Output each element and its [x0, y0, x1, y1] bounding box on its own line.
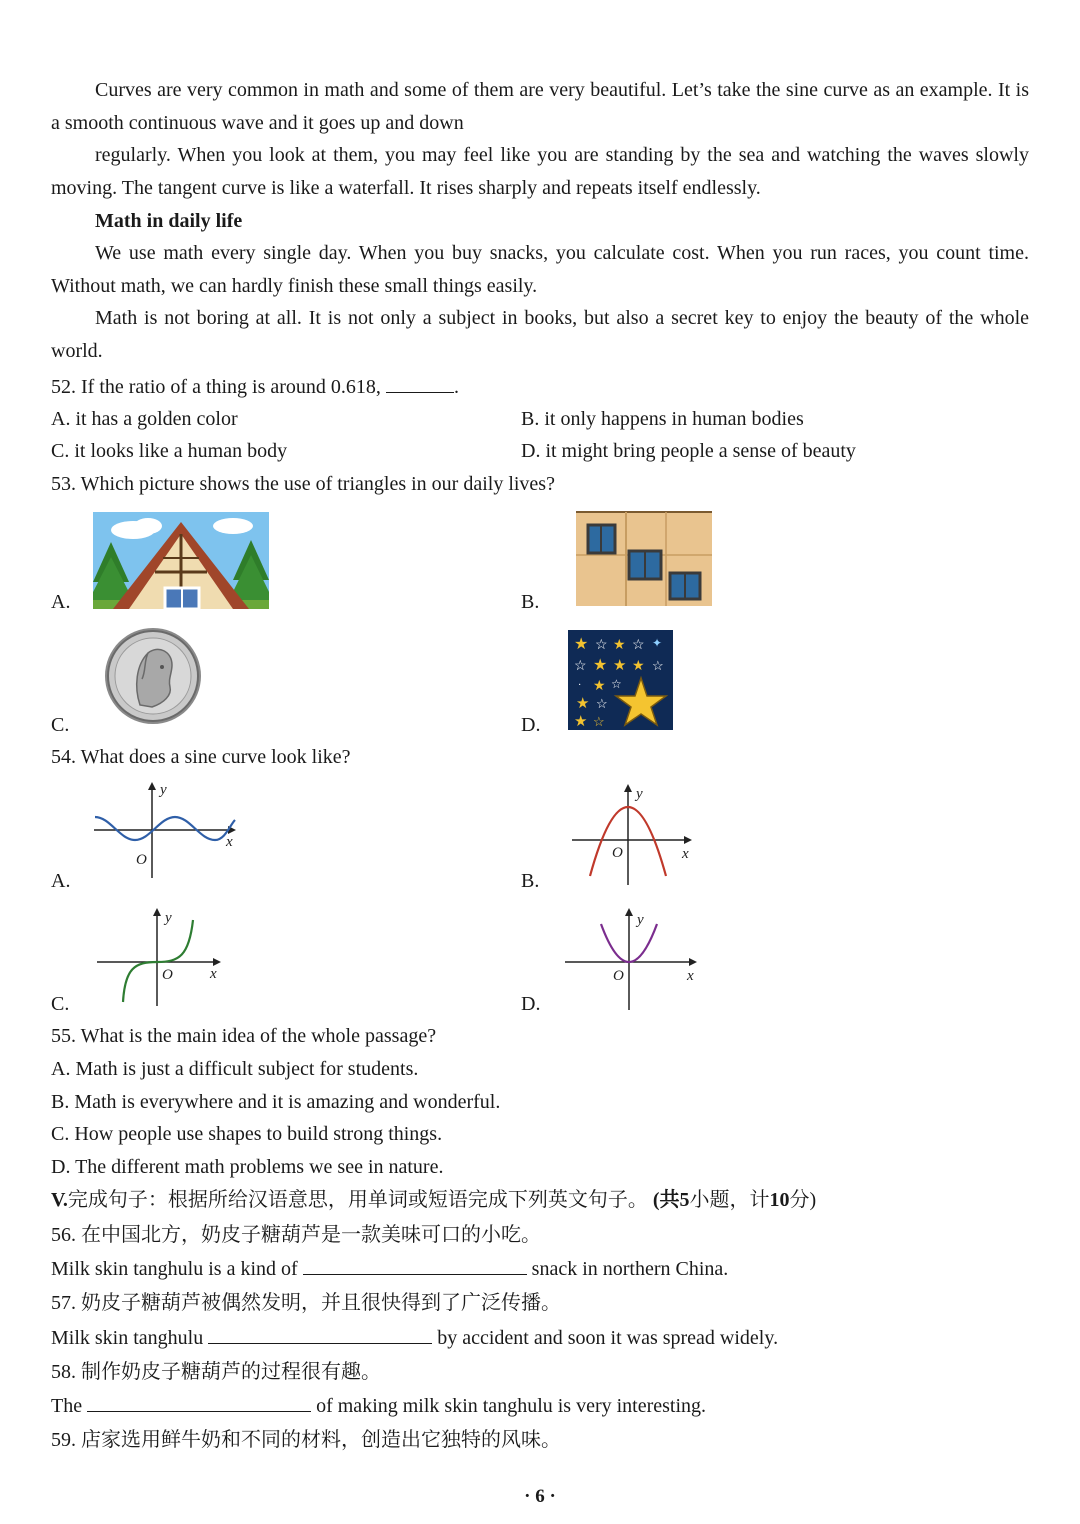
cubic-graph-x-label: x [210, 966, 217, 982]
parabola-down-graph [568, 780, 698, 890]
answer-blank [386, 374, 454, 393]
sine-graph-y-label: y [160, 782, 167, 798]
passage-paragraph-1b: regularly. When you look at them, you may feel like you are standing by the sea and watching the waves slowly moving. The tangent curve is like a waterfall. It rises sharply and repeats itself endlessly. [51, 144, 1029, 199]
question-56-chinese: 56. 在中国北方，奶皮子糖葫芦是一款美味可口的小吃。 [51, 1224, 541, 1246]
question-58-chinese: 58. 制作奶皮子糖葫芦的过程很有趣。 [51, 1361, 381, 1383]
question-56-text-after: snack in northern China. [531, 1258, 729, 1280]
question-58-text-after: of making milk skin tanghulu is very interesting. [316, 1395, 707, 1417]
section-v-question-count: 5 [679, 1189, 690, 1211]
question-55-option-d: D. The different math problems we see in nature. [51, 1156, 444, 1178]
svg-text:☆: ☆ [596, 696, 608, 711]
question-54-label-c: C. [51, 993, 70, 1015]
section-v-note-open: (共 [652, 1189, 680, 1211]
parabola-up-graph-x-label: x [687, 968, 694, 984]
question-57-english [51, 1325, 778, 1351]
question-58-text-before: The [51, 1395, 83, 1417]
parabola-up-graph-origin-label: O [613, 968, 624, 984]
question-58-english [51, 1393, 706, 1419]
svg-text:★: ★ [593, 679, 606, 694]
svg-text:☆: ☆ [652, 658, 664, 673]
sine-curve [95, 817, 235, 840]
question-59-chinese: 59. 店家选用鲜牛奶和不同的材料，创造出它独特的风味。 [51, 1429, 561, 1451]
question-57-text-before: Milk skin tanghulu [51, 1327, 204, 1349]
question-56-english [51, 1256, 728, 1282]
question-52-option-d: D. it might bring people a sense of beauty [521, 440, 856, 462]
answer-blank[interactable] [303, 1256, 527, 1275]
question-53-label-d: D. [521, 714, 541, 736]
question-52-option-a: A. it has a golden color [51, 408, 238, 430]
coin-picture [100, 627, 206, 725]
question-54-label-d: D. [521, 993, 541, 1015]
passage-paragraph-1a: Curves are very common in math and some of them are very beautiful. Let’s take the sine curve as an example. It is a smooth continuous wave and it goes up and down [51, 79, 1029, 134]
question-55-option-c: C. How people use shapes to build strong things. [51, 1123, 443, 1145]
sine-graph [90, 780, 240, 880]
page-number: · 6 · [524, 1486, 556, 1507]
parabola-up-graph-y-label: y [637, 912, 644, 928]
svg-text:★: ★ [574, 714, 588, 730]
section-v-roman: V. [51, 1189, 68, 1211]
cubic-graph-origin-label: O [162, 967, 173, 983]
stars-picture [568, 630, 673, 730]
svg-text:★: ★ [574, 636, 589, 653]
question-52-stem [51, 374, 459, 400]
question-55-option-b: B. Math is everywhere and it is amazing and wonderful. [51, 1091, 501, 1113]
question-53-stem: 53. Which picture shows the use of triangles in our daily lives? [51, 473, 555, 495]
svg-text:★: ★ [576, 696, 590, 712]
section-heading: Math in daily life [95, 210, 243, 232]
section-v-instructions [51, 1187, 816, 1213]
question-52-period: . [453, 376, 459, 398]
answer-blank[interactable] [87, 1393, 311, 1412]
parabola-up-graph [563, 906, 703, 1016]
cubic-curve [123, 920, 193, 1002]
passage-paragraph-3: Math is not boring at all. It is not only a subject in books, but also a secret key to enjoy the beauty of the whole world. [51, 307, 1029, 362]
question-53-label-c: C. [51, 714, 70, 736]
svg-text:★: ★ [613, 638, 626, 653]
question-53-label-b: B. [521, 591, 540, 613]
section-v-note-close: 分) [789, 1189, 817, 1211]
question-52-option-c: C. it looks like a human body [51, 440, 288, 462]
section-v-title: 完成句子：根据所给汉语意思，用单词或短语完成下列英文句子。 [67, 1189, 648, 1211]
parabola-down-graph-origin-label: O [612, 845, 623, 861]
building-windows-picture [576, 509, 712, 606]
sine-graph-x-label: x [226, 834, 233, 850]
question-52-option-b: B. it only happens in human bodies [521, 408, 804, 430]
question-55-stem: 55. What is the main idea of the whole passage? [51, 1025, 437, 1047]
svg-text:★: ★ [593, 657, 608, 674]
question-56-text-before: Milk skin tanghulu is a kind of [51, 1258, 298, 1280]
svg-text:☆: ☆ [595, 638, 608, 653]
cubic-graph [95, 906, 225, 1011]
question-57-chinese: 57. 奶皮子糖葫芦被偶然发明，并且很快得到了广泛传播。 [51, 1292, 561, 1314]
svg-text:☆: ☆ [574, 659, 587, 674]
question-52-stem-text: 52. If the ratio of a thing is around 0.618, [51, 376, 381, 398]
svg-text:☆: ☆ [632, 638, 645, 653]
svg-text:✦: ✦ [652, 636, 663, 650]
svg-text:☆: ☆ [611, 677, 622, 691]
section-v-note-mid: 小题，计 [689, 1189, 770, 1211]
question-53-label-a: A. [51, 591, 71, 613]
question-54-label-a: A. [51, 870, 71, 892]
question-55-option-a: A. Math is just a difficult subject for students. [51, 1058, 419, 1080]
question-57-text-after: by accident and soon it was spread widely. [437, 1327, 779, 1349]
parabola-down-graph-y-label: y [636, 786, 643, 802]
house-roof-picture [93, 512, 269, 609]
section-v-points: 10 [769, 1189, 790, 1211]
sine-graph-origin-label: O [136, 852, 147, 868]
passage-paragraph-2: We use math every single day. When you buy snacks, you calculate cost. When you run races, you count time. Without math, we can hardly finish these small things easily. [51, 242, 1029, 297]
answer-blank[interactable] [208, 1325, 432, 1344]
svg-text:·: · [578, 680, 582, 691]
cubic-graph-y-label: y [165, 910, 172, 926]
question-54-label-b: B. [521, 870, 540, 892]
parabola-down-graph-x-label: x [682, 846, 689, 862]
svg-text:☆: ☆ [593, 714, 605, 729]
question-54-stem: 54. What does a sine curve look like? [51, 746, 351, 768]
svg-text:★: ★ [613, 658, 627, 674]
svg-text:★: ★ [632, 659, 645, 674]
